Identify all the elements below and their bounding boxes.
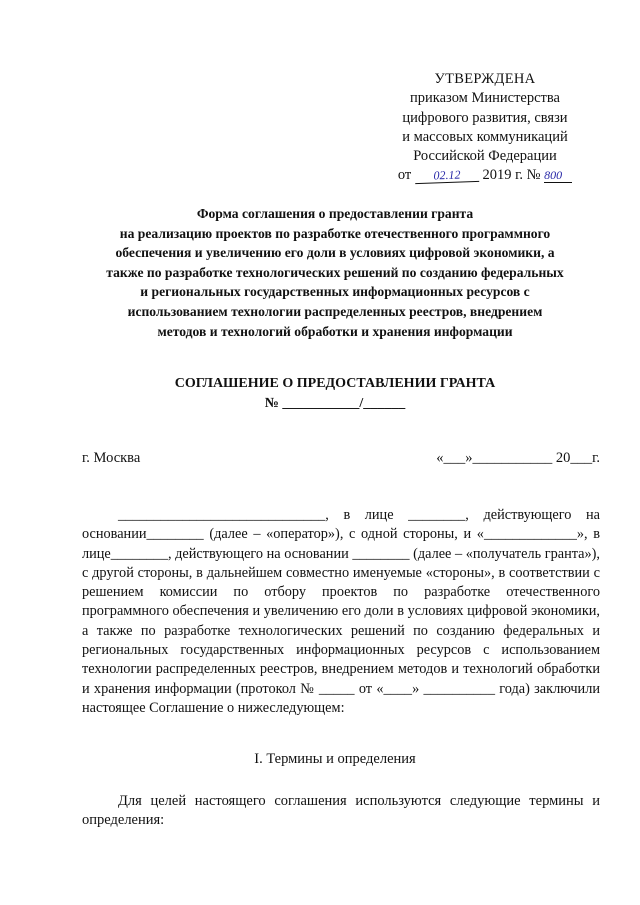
approval-line-1: приказом Министерства — [410, 90, 560, 107]
approval-line-2: цифрового развития, связи — [402, 109, 568, 126]
approval-caption: УТВЕРЖДЕНА — [434, 71, 536, 87]
approval-stamp-block — [360, 70, 610, 186]
form-title — [60, 204, 610, 341]
form-title-line-5: и региональных государственных информационных ресурсов с — [140, 284, 530, 300]
approval-date-prefix: от — [397, 167, 412, 184]
approval-year-number: 2019 г. № — [482, 167, 541, 184]
form-title-line-4: также по разработке технологических решений по созданию федеральных — [106, 264, 564, 280]
form-title-line-3: обеспечения и увеличению его доли в условиях цифровой экономики, а — [115, 245, 555, 261]
definitions-intro: Для целей настоящего соглашения используются следующие термины и определения: — [82, 793, 600, 829]
form-title-line-6: использованием технологии распределенных реестров, внедрением — [127, 303, 543, 319]
approval-date-line — [360, 166, 610, 185]
date-field: «___»___________ 20___г. — [436, 450, 600, 466]
agreement-number: № ___________/______ — [264, 396, 406, 411]
form-title-line-2: на реализацию проектов по разработке отечественного программного — [119, 225, 551, 241]
agreement-title: СОГЛАШЕНИЕ О ПРЕДОСТАВЛЕНИИ ГРАНТА — [174, 376, 496, 391]
approval-line-3: и массовых коммуникаций — [402, 128, 568, 145]
approval-line-4: Российской Федерации — [413, 148, 557, 165]
handwritten-order-number: 800 — [544, 169, 572, 183]
handwritten-date: 02.12 — [415, 168, 479, 184]
section-title: I. Термины и определения — [254, 751, 416, 767]
agreement-heading — [60, 374, 610, 414]
form-title-line-7: методов и технологий обработки и хранения информации — [157, 323, 513, 339]
city-label: г. Москва — [82, 450, 141, 466]
form-title-line-1: Форма соглашения о предоставлении гранта — [196, 206, 474, 221]
agreement-preamble: _____________________________, в лице ________, действующего на основании________ (далее – «оператор»), с одной стороны, и «_____________», в лице________, действующего на основании ________ (далее – «получатель гранта»), с другой стороны, в дальнейшем совместно именуемые «стороны», в соответствии с решением комиссии по отбору проектов по разработке отечественного программного обеспечения и увеличению его доли в условиях цифровой экономики, а также по разработке технологических решений по созданию федеральных и региональных государственных информационных ресурсов с использованием технологии распределенных реестров, внедрением методов и технологий обработки и хранения информации (протокол № _____ от «____» __________ года) заключили настоящее Соглашение о нижеследующем: — [82, 507, 600, 716]
